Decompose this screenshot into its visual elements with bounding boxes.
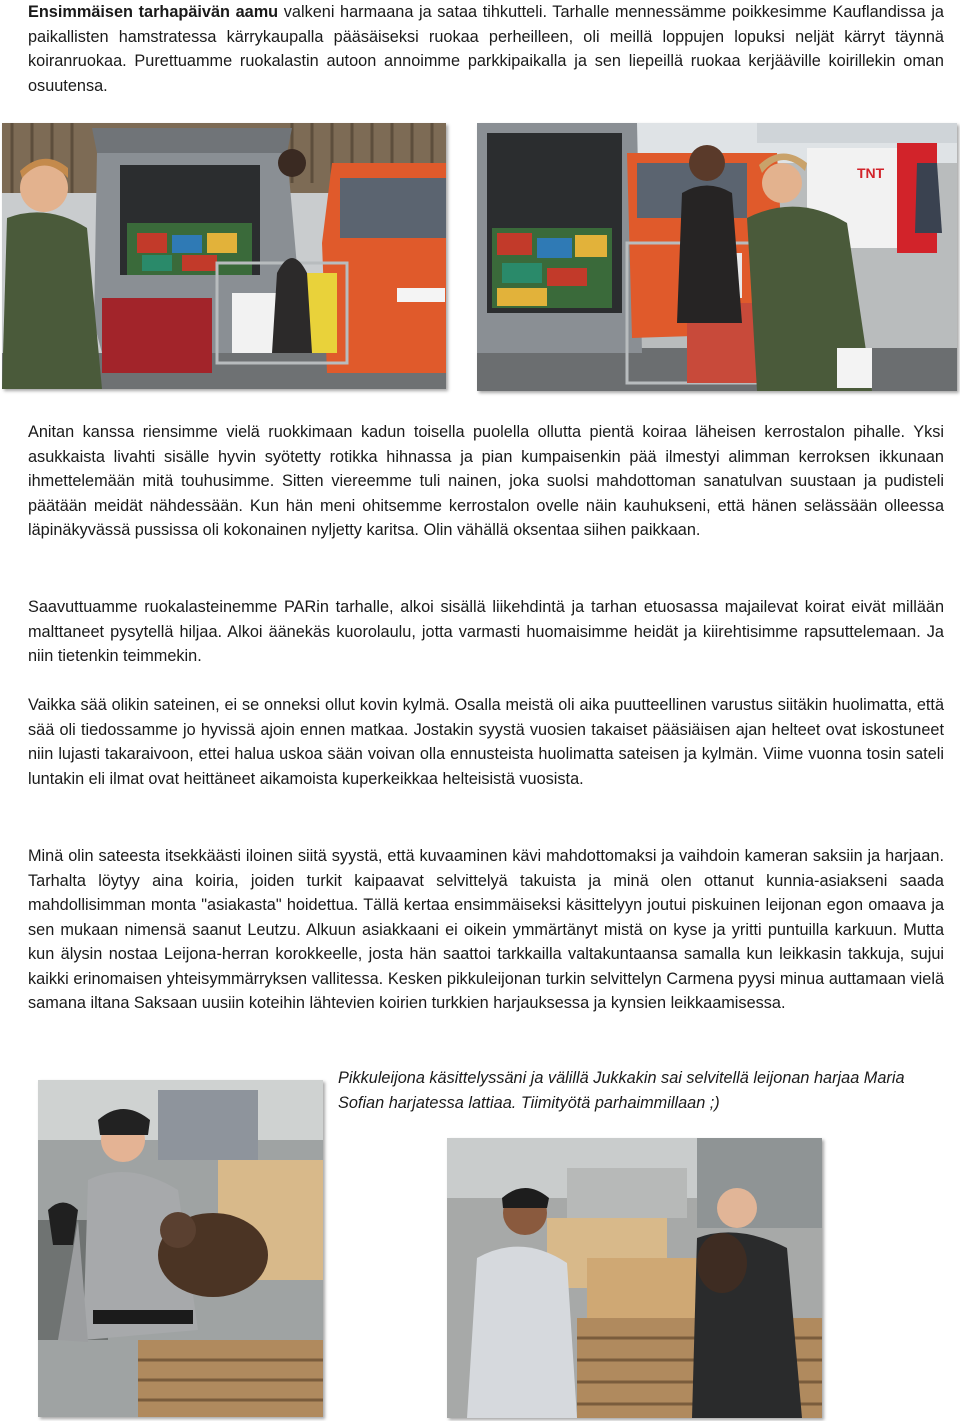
paragraph-neighbour-dog: Anitan kanssa riensimme vielä ruokkimaan kadun toisella puolella ollutta pientä koiraa läheisen kerrostalon pihalle. Yksi asukkaista livahti sisälle hyvin syötetty rotikka hihnassa ja pian kumpaisenkin pää ilmestyi alimman kerroksen ikkunaan ihmettelemään mitä touhusimme. Sitten viereemme tuli nainen, joka suolsi mahdottoman sanatulvan suustaan ja pudisteli päätään meidät nähdessään. Kun hän meni ohitsemme kerrostalon ovelle näin kauhukseni, että hänen selässään olleessa läpinäkyvässä pussissa oli kokonainen nyljetty karitsa. Olin vähällä oksentaa siihen paikkaan. <box>28 423 944 539</box>
paragraph-grooming: Minä olin sateesta itsekkäästi iloinen siitä syystä, että kuvaaminen kävi mahdottomaksi ja vaihdoin kameran saksiin ja harjaan. Tarhalta löytyy aina koiria, joiden turkit kaipaavat selvittelyä takuista ja minä olen ottanut kunnia-asiakseni saada mahdollisimman monta "asiakasta" hoidettua. Tällä kertaa ensimmäiseksi käsittelyyn joutui piskuinen leijonan egon omaava ja sen mukaan nimensä saanut Leutzu. Alkuun asiakkaani ei oikein ymmärtänyt mistä on kyse ja yritti puntuilla karkuun. Mutta kun älysin nostaa Leijona-herran korokkeelle, josta hän saattoi tarkkailla valtakuntaansa samalla kun leikkasin takkuja, sujui kaikki erinomaisen yhteisymmärryksen vallitessa. Kesken pikkuleijonan turkin selvittelyn Carmena pyysi minua auttamaan vielä samana iltana Saksaan uusiin koteihin lähtevien koirien turkkien harjauksessa ja kynsien leikkaamisessa. <box>28 847 944 1012</box>
paragraph-intro-lead: Ensimmäisen tarhapäivän aamu <box>28 3 279 21</box>
photo-parking-lot-right <box>477 123 957 391</box>
svg-text:TNT: TNT <box>857 165 885 181</box>
paragraph-weather: Vaikka sää olikin sateinen, ei se onneksi ollut kovin kylmä. Osalla meistä oli aika puutteellinen varustus siitäkin huolimatta, että sää oli tiedossamme jo hyvissä ajoin ennen matkaa. Jostakin syystä vuosien takaiset pääsiäisen ajan helteet ovat iskostuneet niin lujasti takaraivoon, ettei halua uskoa sään voivan olla ennusteista huolimatta sateisen ja kylmän. Viime vuonna tosin sateli luntakin eli ilmat ovat heittäneet aikamoista kuperkeikkaa helteisistä vuosista. <box>28 696 944 788</box>
paragraph-intro <box>28 0 944 98</box>
photo-grooming-right <box>447 1138 822 1418</box>
photo-parking-lot-left <box>2 123 446 389</box>
photo-grooming-left <box>38 1080 323 1417</box>
paragraph-intro-text: valkeni harmaana ja sataa tihkutteli. Tarhalle mennessämme poikkesimme Kauflandissa ja paikallisten hamstratessa kärrykaupalla pääsäiseksi ruokaa perheilleen, oli meillä loppujen lopuksi neljät kärryt täynnä koiranruokaa. Purettuamme ruokalastin autoon annoimme parkkipaikalla ja sen liepeillä ruokaa kerjääville koirillekin oman osuutensa. <box>28 3 944 95</box>
paragraph-shelter-arrival: Saavuttuamme ruokalasteinemme PARin tarhalle, alkoi sisällä liikehdintä ja tarhan etuosassa majailevat koirat eivät millään malttaneet pysytellä hiljaa. Alkoi äänekäs kuorolaulu, jotta varmasti huomaisimme heidät ja kiirehtisimme rapsuttelemaan. Ja niin tietenkin teimmekin. <box>28 598 944 665</box>
photo-caption: Pikkuleijona käsittelyssäni ja välillä Jukkakin sai selvitellä leijonan harjaa Maria Sofian harjatessa lattiaa. Tiimityötä parhaimmillaan ;) <box>338 1069 905 1112</box>
